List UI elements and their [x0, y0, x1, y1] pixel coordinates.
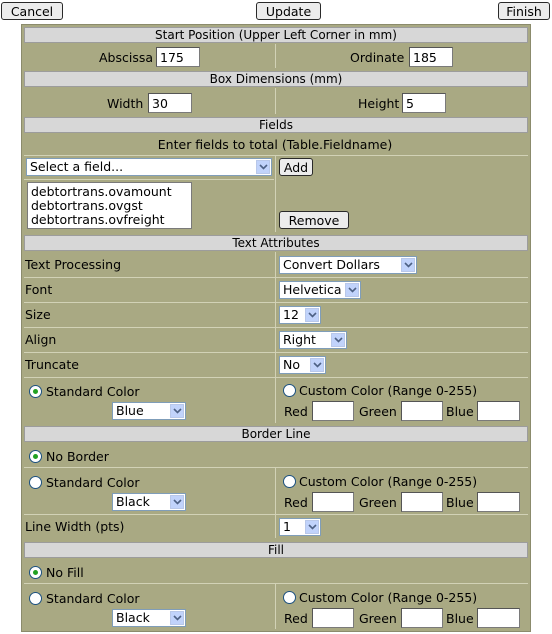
text-green-label: Green	[359, 404, 397, 419]
truncate-label: Truncate	[25, 357, 79, 372]
border-standard-color-label: Standard Color	[46, 475, 140, 490]
text-custom-color-radio[interactable]	[283, 384, 296, 397]
text-attributes-header: Text Attributes	[24, 235, 528, 251]
width-input[interactable]	[148, 93, 192, 113]
border-green-input[interactable]	[401, 492, 443, 512]
align-select[interactable]	[279, 331, 347, 349]
divider	[275, 583, 276, 629]
divider	[24, 352, 528, 353]
chevron-down-icon	[310, 358, 324, 372]
line-width-select[interactable]	[279, 518, 321, 536]
border-color-select[interactable]	[112, 493, 186, 511]
fill-custom-color-radio[interactable]	[283, 591, 296, 604]
text-custom-color-label: Custom Color (Range 0-255)	[299, 383, 478, 398]
text-processing-value: Convert Dollars	[283, 257, 380, 272]
remove-field-button[interactable]: Remove	[279, 211, 349, 229]
chevron-down-icon	[305, 308, 319, 322]
border-standard-color-radio[interactable]	[29, 476, 42, 489]
border-red-label: Red	[284, 495, 308, 510]
divider	[275, 155, 276, 232]
height-label: Height	[358, 96, 400, 111]
height-input[interactable]	[402, 93, 446, 113]
text-processing-label: Text Processing	[25, 257, 122, 272]
divider	[275, 467, 276, 514]
text-color-value: Blue	[116, 403, 144, 418]
align-label: Align	[25, 332, 57, 347]
selected-fields-list[interactable]	[27, 182, 192, 229]
fill-color-value: Black	[116, 610, 150, 625]
size-label: Size	[25, 307, 51, 322]
width-label: Width	[107, 96, 144, 111]
font-select[interactable]	[279, 281, 361, 299]
border-blue-label: Blue	[446, 495, 474, 510]
divider	[24, 583, 528, 584]
fill-header: Fill	[24, 542, 528, 558]
border-blue-input[interactable]	[477, 492, 520, 512]
fill-blue-input[interactable]	[477, 608, 520, 628]
font-value: Helvetica	[283, 282, 342, 297]
fill-custom-color-label: Custom Color (Range 0-255)	[299, 590, 478, 605]
divider	[24, 327, 528, 328]
fill-green-input[interactable]	[401, 608, 443, 628]
chevron-down-icon	[345, 283, 359, 297]
divider	[24, 155, 528, 156]
divider	[24, 514, 528, 515]
text-red-input[interactable]	[312, 401, 354, 421]
ordinate-label: Ordinate	[350, 50, 405, 65]
fill-red-input[interactable]	[312, 608, 354, 628]
finish-button[interactable]: Finish	[498, 2, 550, 20]
border-red-input[interactable]	[312, 492, 354, 512]
settings-panel	[21, 24, 531, 632]
divider	[24, 277, 528, 278]
text-red-label: Red	[284, 404, 308, 419]
size-value: 12	[283, 307, 299, 322]
truncate-select[interactable]	[279, 356, 326, 374]
text-green-input[interactable]	[401, 401, 443, 421]
chevron-down-icon	[170, 611, 184, 625]
text-blue-label: Blue	[446, 404, 474, 419]
size-select[interactable]	[279, 306, 321, 324]
list-item[interactable]: debtortrans.ovamount	[31, 184, 172, 199]
divider	[24, 377, 528, 378]
text-processing-select[interactable]	[279, 256, 417, 274]
divider	[275, 88, 276, 114]
border-line-header: Border Line	[24, 426, 528, 442]
field-select[interactable]	[26, 158, 272, 176]
box-dimensions-header: Box Dimensions (mm)	[24, 71, 528, 87]
fields-header: Fields	[24, 117, 528, 133]
cancel-button[interactable]: Cancel	[1, 2, 63, 20]
chevron-down-icon	[331, 333, 345, 347]
border-green-label: Green	[359, 495, 397, 510]
ordinate-input[interactable]	[409, 47, 453, 67]
line-width-label: Line Width (pts)	[25, 519, 125, 534]
fields-instruction: Enter fields to total (Table.Fieldname)	[157, 137, 393, 152]
no-border-label: No Border	[46, 449, 109, 464]
divider	[275, 44, 276, 68]
divider	[24, 302, 528, 303]
line-width-value: 1	[283, 519, 291, 534]
fill-red-label: Red	[284, 611, 308, 626]
fill-green-label: Green	[359, 611, 397, 626]
align-value: Right	[283, 332, 316, 347]
divider	[275, 514, 276, 538]
chevron-down-icon	[256, 160, 270, 174]
chevron-down-icon	[170, 495, 184, 509]
border-custom-color-radio[interactable]	[283, 475, 296, 488]
chevron-down-icon	[401, 258, 415, 272]
font-label: Font	[25, 282, 53, 297]
truncate-value: No	[283, 357, 300, 372]
text-standard-color-radio[interactable]	[29, 385, 42, 398]
chevron-down-icon	[305, 520, 319, 534]
fill-blue-label: Blue	[446, 611, 474, 626]
text-color-select[interactable]	[112, 402, 186, 420]
divider	[24, 179, 274, 180]
text-standard-color-label: Standard Color	[46, 384, 140, 399]
border-custom-color-label: Custom Color (Range 0-255)	[299, 474, 478, 489]
abscissa-input[interactable]	[156, 47, 200, 67]
field-select-value: Select a field...	[30, 159, 124, 174]
fill-color-select[interactable]	[112, 609, 186, 627]
no-fill-radio[interactable]	[29, 566, 42, 579]
border-color-value: Black	[116, 494, 150, 509]
fill-standard-color-label: Standard Color	[46, 591, 140, 606]
fill-standard-color-radio[interactable]	[29, 592, 42, 605]
start-position-header: Start Position (Upper Left Corner in mm)	[24, 27, 528, 43]
list-item[interactable]: debtortrans.ovgst	[31, 198, 143, 213]
update-button[interactable]: Update	[256, 2, 321, 20]
text-blue-input[interactable]	[477, 401, 520, 421]
divider	[24, 467, 528, 468]
no-border-radio[interactable]	[29, 450, 42, 463]
no-fill-label: No Fill	[46, 565, 84, 580]
list-item[interactable]: debtortrans.ovfreight	[31, 212, 165, 227]
add-field-button[interactable]: Add	[279, 158, 313, 176]
abscissa-label: Abscissa	[99, 50, 154, 65]
chevron-down-icon	[170, 404, 184, 418]
